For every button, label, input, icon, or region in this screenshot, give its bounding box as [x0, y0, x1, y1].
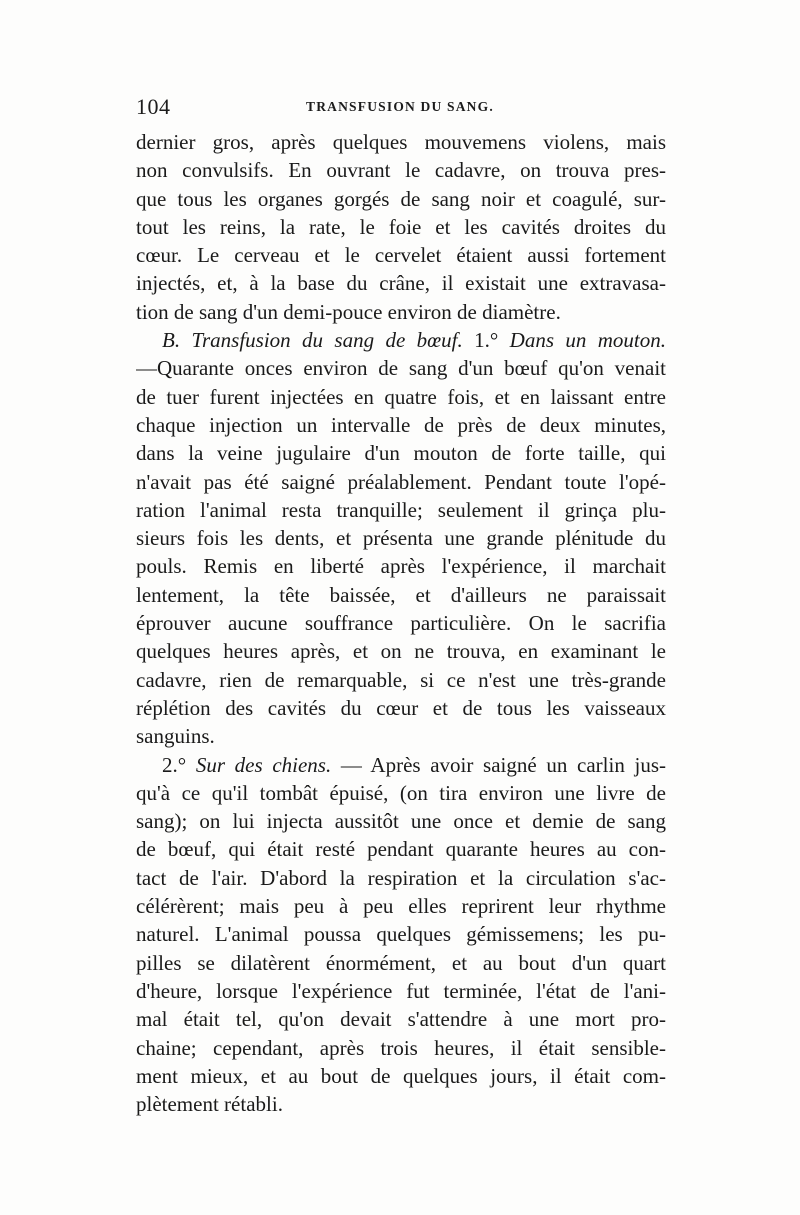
- text-segment: ment mieux, et au bout de quelques jours, il était com-: [136, 1063, 666, 1088]
- text-segment: 1.°: [462, 328, 510, 353]
- italic-text: Sur des chiens.: [195, 752, 332, 777]
- text-segment: sanguins.: [136, 724, 215, 749]
- text-segment: sieurs fois les dents, et présenta une grande plénitude du: [136, 526, 666, 551]
- text-segment: lentement, la tête baissée, et d'ailleurs ne paraissait: [136, 582, 666, 607]
- text-segment: quelques heures après, et on ne trouva, en examinant le: [136, 639, 666, 664]
- text-segment: — Après avoir saigné un carlin jus-: [331, 752, 666, 777]
- page-header: [136, 94, 666, 118]
- text-line: [136, 609, 666, 637]
- text-segment: sang); on lui injecta aussitôt une once et demie de sang: [136, 809, 666, 834]
- text-line: [136, 1090, 666, 1118]
- text-line: [136, 977, 666, 1005]
- body-text: [136, 128, 666, 1118]
- text-segment: naturel. L'animal poussa quelques gémissemens; les pu-: [136, 922, 666, 947]
- text-segment: 2.°: [162, 752, 196, 777]
- text-line: [136, 1034, 666, 1062]
- text-segment: d'heure, lorsque l'expérience fut terminée, l'état de l'ani-: [136, 978, 666, 1003]
- running-title: TRANSFUSION DU SANG.: [306, 99, 494, 114]
- text-line: [136, 439, 666, 467]
- text-segment: tion de sang d'un demi-pouce environ de diamètre.: [136, 299, 561, 324]
- text-segment: qu'à ce qu'il tombât épuisé, (on tira environ une livre de: [136, 780, 666, 805]
- text-line: [136, 1062, 666, 1090]
- text-segment: de tuer furent injectées en quatre fois, et en laissant entre: [136, 384, 666, 409]
- text-line: [136, 298, 666, 326]
- text-line: [136, 581, 666, 609]
- text-line: [136, 892, 666, 920]
- text-segment: chaque injection un intervalle de près de deux minutes,: [136, 412, 666, 437]
- text-line: [136, 807, 666, 835]
- text-line: [136, 524, 666, 552]
- text-line: [136, 751, 666, 779]
- text-segment: dernier gros, après quelques mouvemens violens, mais: [136, 130, 666, 154]
- italic-text: B. Transfusion du sang de bœuf.: [162, 328, 463, 353]
- text-segment: tout les reins, la rate, le foie et les cavités droites du: [136, 214, 666, 239]
- text-line: [136, 383, 666, 411]
- text-segment: éprouver aucune souffrance particulière. On le sacrifia: [136, 611, 666, 636]
- text-line: [136, 920, 666, 948]
- text-segment: ration l'animal resta tranquille; seulement il grinça plu-: [136, 497, 666, 522]
- text-line: [136, 185, 666, 213]
- text-segment: plètement rétabli.: [136, 1092, 283, 1117]
- text-line: [136, 411, 666, 439]
- text-segment: dans la veine jugulaire d'un mouton de forte taille, qui: [136, 441, 666, 466]
- text-segment: célérèrent; mais peu à peu elles reprirent leur rhythme: [136, 894, 666, 919]
- text-line: [136, 468, 666, 496]
- text-line: [136, 864, 666, 892]
- text-segment: que tous les organes gorgés de sang noir et coagulé, sur-: [136, 186, 666, 211]
- text-line: [136, 694, 666, 722]
- text-segment: réplétion des cavités du cœur et de tous les vaisseaux: [136, 695, 666, 720]
- text-segment: pouls. Remis en liberté après l'expérience, il marchait: [136, 554, 666, 579]
- text-segment: injectés, et, à la base du crâne, il existait une extravasa-: [136, 271, 666, 296]
- text-line: [136, 213, 666, 241]
- text-segment: mal était tel, qu'on devait s'attendre à une mort pro-: [136, 1007, 666, 1032]
- text-segment: tact de l'air. D'abord la respiration et la circulation s'ac-: [136, 865, 666, 890]
- italic-text: Dans un mouton.: [509, 328, 666, 353]
- text-line: [136, 637, 666, 665]
- text-line: [136, 949, 666, 977]
- text-line: [136, 835, 666, 863]
- text-segment: chaine; cependant, après trois heures, il était sensible-: [136, 1035, 666, 1060]
- text-segment: cœur. Le cerveau et le cervelet étaient aussi fortement: [136, 243, 666, 268]
- text-segment: de bœuf, qui était resté pendant quarante heures au con-: [136, 837, 666, 862]
- text-line: [136, 1005, 666, 1033]
- page-number: 104: [136, 94, 171, 119]
- text-line: [136, 128, 666, 156]
- text-segment: pilles se dilatèrent énormément, et au bout d'un quart: [136, 950, 666, 975]
- text-line: [136, 269, 666, 297]
- text-line: [136, 722, 666, 750]
- text-line: [136, 496, 666, 524]
- text-line: [136, 552, 666, 580]
- text-line: [136, 326, 666, 354]
- text-line: [136, 156, 666, 184]
- text-segment: —Quarante onces environ de sang d'un bœuf qu'on venait: [136, 356, 666, 381]
- text-line: [136, 354, 666, 382]
- text-segment: non convulsifs. En ouvrant le cadavre, on trouva pres-: [136, 158, 666, 183]
- text-line: [136, 241, 666, 269]
- text-segment: n'avait pas été saigné préalablement. Pendant toute l'opé-: [136, 469, 666, 494]
- text-segment: cadavre, rien de remarquable, si ce n'est une très-grande: [136, 667, 666, 692]
- text-line: [136, 779, 666, 807]
- text-line: [136, 666, 666, 694]
